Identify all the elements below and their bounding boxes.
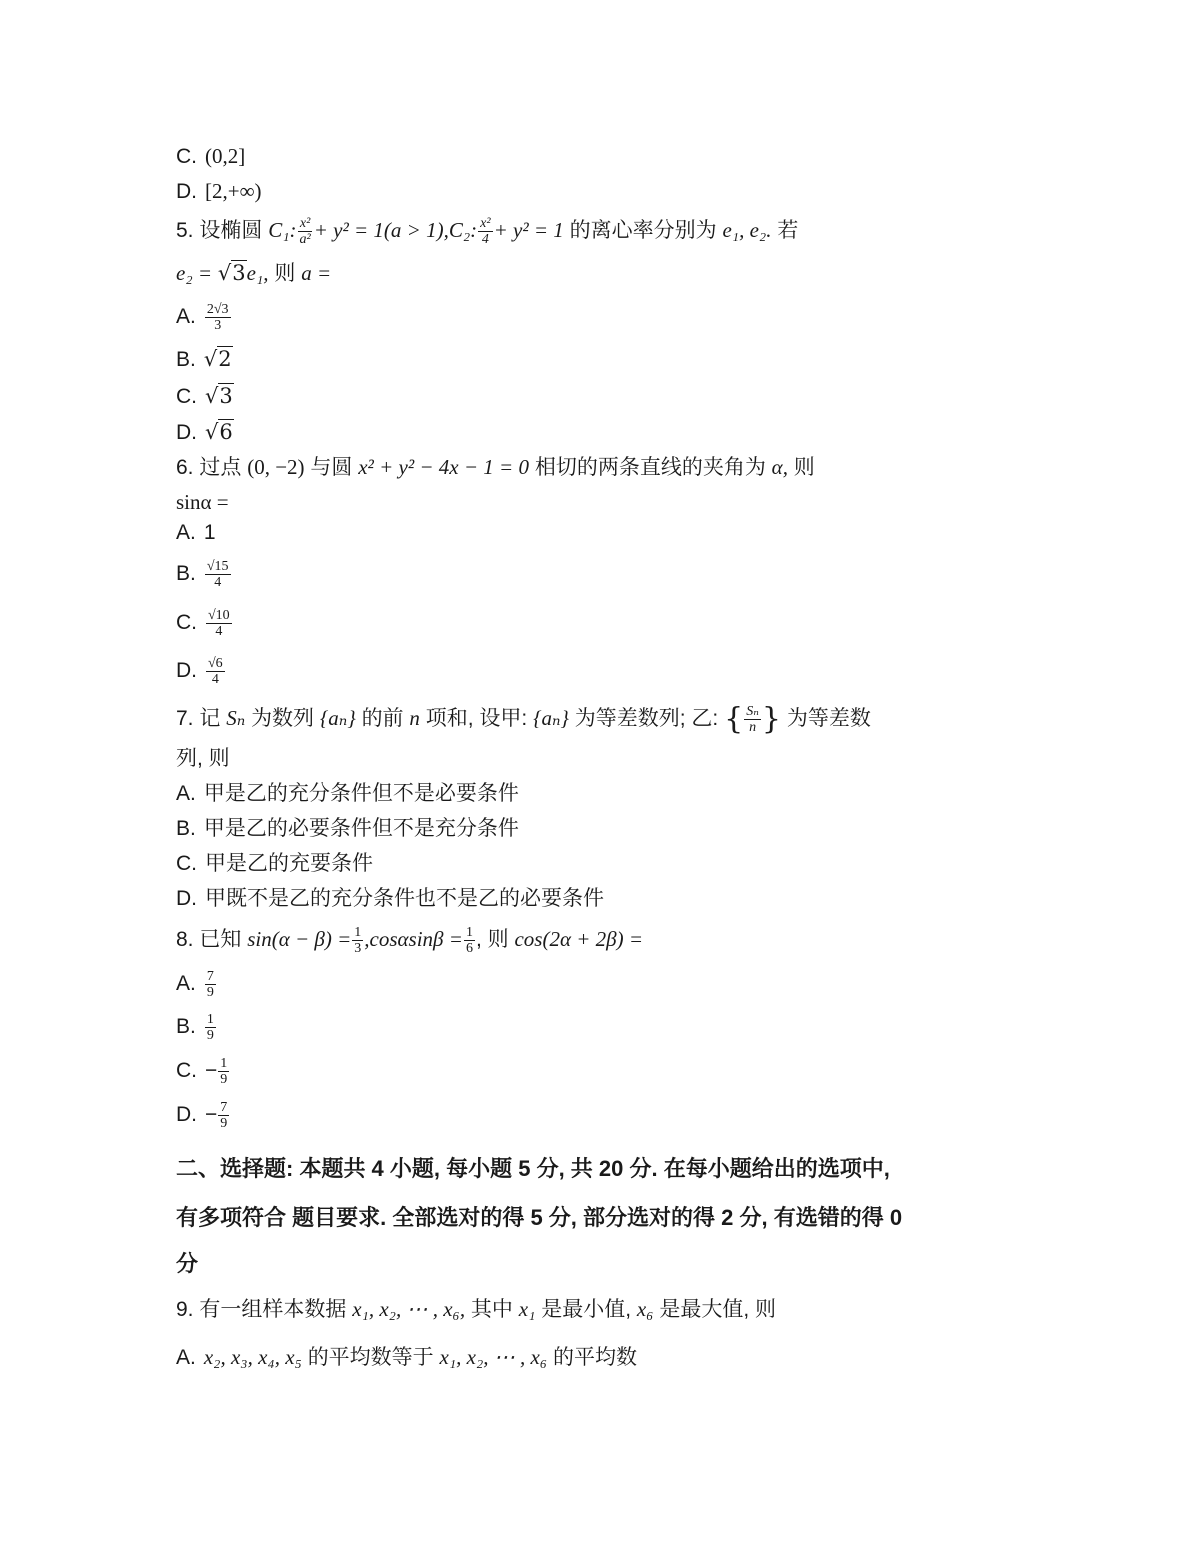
stem-text: 有一组样本数据 — [199, 1298, 347, 1321]
option-value: [2,+∞) — [205, 179, 262, 203]
sqrt: √3 — [205, 384, 233, 408]
fraction — [464, 925, 475, 956]
denominator: 9 — [206, 985, 214, 1000]
fraction — [218, 1100, 229, 1131]
q6-option-b — [176, 559, 232, 590]
denominator: 6 — [465, 940, 473, 956]
q8-option-c — [176, 1056, 230, 1087]
stem-text: 列, 则 — [176, 747, 230, 770]
denominator: 9 — [220, 1072, 228, 1087]
stem-text: , 则 — [475, 928, 509, 951]
stem-text: 设椭圆 — [199, 219, 263, 242]
math-expr: Sₙ — [226, 706, 246, 730]
right-brace: } — [761, 701, 781, 737]
stem-text: 记 — [199, 707, 221, 730]
numerator: √15 — [206, 559, 229, 574]
stem-text: 为数列 — [251, 707, 315, 730]
fraction — [206, 656, 225, 687]
fraction — [218, 1056, 229, 1087]
option-label: C. — [176, 385, 197, 408]
fraction — [478, 216, 492, 247]
fraction — [205, 559, 231, 590]
math-expr: e₂ = — [176, 261, 213, 285]
q8-stem — [176, 924, 643, 956]
option-label: B. — [176, 348, 196, 371]
stem-text: 是最大值, 则 — [659, 1298, 777, 1321]
math-expr: x₁, x₂, ⋯ , x₆ — [439, 1345, 548, 1369]
q6-option-c — [176, 608, 233, 639]
q7-option-a — [176, 779, 519, 809]
numerator: 2√3 — [206, 302, 229, 317]
stem-text: 为等差数 — [786, 707, 871, 730]
math-expr: ,cosαsinβ = — [364, 927, 463, 951]
stem-text: 其中 — [470, 1298, 513, 1321]
q5-stem-line2 — [176, 258, 331, 289]
denominator: 3 — [214, 318, 222, 333]
q5-option-c — [176, 381, 234, 412]
circle-equation: x² + y² − 4x − 1 = 0 — [358, 455, 529, 479]
fraction — [206, 608, 232, 639]
radicand: 6 — [219, 420, 233, 444]
denominator: a² — [299, 231, 311, 247]
math-expr: cos(2α + 2β) = — [514, 927, 644, 951]
fraction — [205, 302, 231, 333]
equation-text: + y² = 1(a > 1), — [313, 218, 449, 242]
option-label: A. — [176, 972, 196, 996]
numerator: 1 — [465, 924, 473, 940]
option-text: 的平均数 — [553, 1346, 637, 1369]
q8-option-a — [176, 969, 217, 1000]
stem-text: 过点 — [199, 456, 242, 479]
option-label: A. — [176, 1346, 196, 1369]
option-value: 甲是乙的充要条件 — [205, 852, 373, 875]
q9-stem — [176, 1294, 776, 1325]
denominator: 4 — [481, 231, 489, 247]
question-number: 7. — [176, 707, 194, 730]
minus-sign: − — [205, 1103, 218, 1127]
math-expr: sinα = — [176, 490, 229, 514]
q5-option-d — [176, 417, 234, 448]
q7-option-c — [176, 849, 373, 879]
question-number: 6. — [176, 456, 194, 479]
option-label: D. — [176, 421, 197, 444]
denominator: 9 — [206, 1028, 214, 1043]
math-expr: e₁, e₂. — [722, 218, 772, 242]
fraction — [352, 925, 363, 956]
option-label: D. — [176, 659, 197, 683]
math-expr: {aₙ} — [533, 706, 569, 730]
stem-text: 与圆 — [310, 456, 353, 479]
q7-stem-line1 — [176, 703, 871, 735]
denominator: 9 — [220, 1116, 228, 1131]
left-brace: { — [724, 701, 744, 737]
sqrt: √3 — [217, 261, 246, 285]
option-label: D. — [176, 180, 197, 203]
option-text: 的平均数等于 — [307, 1346, 434, 1369]
q5-option-a — [176, 302, 232, 333]
stem-text: 为等差数列; 乙: — [574, 707, 719, 730]
math-expr: {aₙ} — [319, 706, 356, 730]
option-value: (0,2] — [205, 144, 246, 168]
option-label: B. — [176, 1015, 196, 1039]
q6-stem-line1 — [176, 452, 815, 483]
q6-option-d — [176, 656, 226, 687]
ellipse-c2-label: C₂: — [448, 218, 478, 242]
stem-text: 是最小值, — [541, 1298, 632, 1321]
question-number: 9. — [176, 1298, 194, 1321]
radicand: 3 — [232, 261, 246, 285]
option-label: C. — [176, 852, 197, 875]
numerator: 7 — [220, 1100, 228, 1115]
q7-option-b — [176, 814, 519, 844]
stem-text: 的前 — [361, 707, 404, 730]
option-label: C. — [176, 145, 197, 168]
math-expr: n — [409, 706, 420, 730]
q9-option-a — [176, 1342, 637, 1373]
option-label: A. — [176, 305, 196, 329]
q7-option-d — [176, 884, 604, 914]
denominator: 4 — [215, 624, 223, 639]
option-label: D. — [176, 887, 197, 910]
q7-stem-line2 — [176, 744, 230, 774]
math-expr: x₁ — [518, 1297, 536, 1321]
numerator: Sₙ — [746, 703, 759, 719]
math-expr: x₆ — [636, 1297, 654, 1321]
fraction — [298, 216, 313, 247]
math-expr: a = — [301, 261, 332, 285]
sqrt: √2 — [203, 347, 232, 371]
minus-sign: − — [205, 1059, 218, 1083]
section-heading-line1: 二、选择题: 本题共 4 小题, 每小题 5 分, 共 20 分. 在每小题给出的选项中, — [176, 1156, 890, 1181]
option-label: A. — [176, 782, 196, 805]
radicand: 2 — [218, 347, 232, 371]
equation-text: + y² = 1 — [493, 218, 564, 242]
option-label: B. — [176, 562, 196, 586]
stem-text: 相切的两条直线的夹角为 — [534, 456, 766, 479]
option-label: C. — [176, 1059, 197, 1083]
option-value: 甲是乙的充分条件但不是必要条件 — [203, 782, 519, 805]
numerator: 1 — [206, 1012, 214, 1027]
numerator: 1 — [220, 1056, 228, 1071]
radicand: 3 — [219, 384, 233, 408]
q6-stem-line2 — [176, 487, 229, 518]
numerator: x² — [299, 215, 311, 231]
ellipse-c1-label: C₁: — [268, 218, 297, 242]
q6-option-a — [176, 518, 216, 548]
option-label: A. — [176, 521, 196, 544]
math-expr: (0, −2) — [247, 455, 305, 479]
denominator: n — [749, 719, 757, 735]
numerator: √10 — [208, 608, 230, 623]
math-expr: x₂, x₃, x₄, x₅ — [203, 1345, 302, 1369]
q8-option-b — [176, 1012, 217, 1043]
option-label: B. — [176, 817, 196, 840]
option-value: 甲是乙的必要条件但不是充分条件 — [203, 817, 519, 840]
numerator: x² — [480, 215, 491, 231]
math-expr: e₁, — [246, 261, 269, 285]
math-expr: sin(α − β) = — [247, 927, 352, 951]
stem-text: 若 — [777, 219, 799, 242]
fraction — [744, 704, 761, 735]
stem-text: 则 — [793, 456, 815, 479]
q4-option-c — [176, 141, 245, 172]
numerator: √6 — [208, 656, 223, 671]
option-label: C. — [176, 611, 197, 635]
question-number: 8. — [176, 928, 194, 951]
denominator: 3 — [354, 940, 362, 956]
option-value: 甲既不是乙的充分条件也不是乙的必要条件 — [205, 887, 604, 910]
denominator: 4 — [214, 575, 222, 590]
question-number: 5. — [176, 219, 194, 242]
stem-text: 则 — [274, 262, 296, 285]
section-heading-line2: 有多项符合 题目要求. 全部选对的得 5 分, 部分选对的得 2 分, 有选错的得 0 — [176, 1205, 903, 1230]
stem-text: 已知 — [199, 928, 242, 951]
numerator: 7 — [206, 969, 214, 984]
q5-option-b — [176, 344, 233, 375]
fraction — [205, 969, 216, 1000]
stem-text: 项和, 设甲: — [425, 707, 528, 730]
stem-text: 的离心率分别为 — [569, 219, 717, 242]
section-heading-line3: 分 — [176, 1251, 199, 1276]
option-label: D. — [176, 1103, 197, 1127]
q4-option-d — [176, 176, 262, 207]
q8-option-d — [176, 1100, 230, 1131]
math-expr: α, — [771, 455, 788, 479]
math-expr: x₁, x₂, ⋯ , x₆, — [352, 1297, 466, 1321]
fraction — [205, 1012, 216, 1043]
denominator: 4 — [211, 672, 219, 687]
option-value: 1 — [203, 521, 216, 544]
sqrt: √6 — [205, 420, 233, 444]
q5-stem-line1 — [176, 215, 798, 247]
numerator: 1 — [354, 924, 362, 940]
